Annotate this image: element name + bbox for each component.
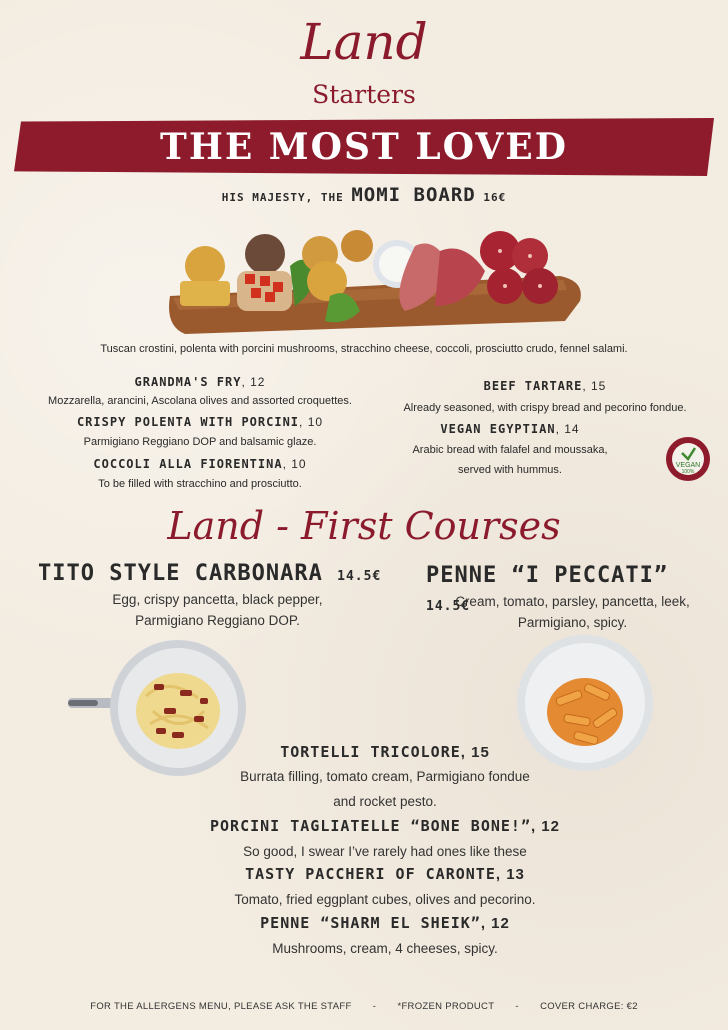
vegan-badge-percent: 100% <box>681 469 695 475</box>
section-title-first-courses: Land - First Courses <box>167 504 561 548</box>
menu-item-description: To be filled with stracchino and prosciutto. <box>98 478 302 490</box>
menu-item-description: Mozzarella, arancini, Ascolana olives and assorted croquettes. <box>48 395 352 407</box>
vegan-badge-label: VEGAN <box>675 462 701 469</box>
menu-item-name: CRISPY POLENTA WITH PORCINI, 10 <box>76 415 324 429</box>
footer-frozen: *FROZEN PRODUCT <box>397 1001 495 1012</box>
momi-board-photo <box>165 226 585 336</box>
menu-item-description: Cream, tomato, parsley, pancetta, leek, <box>455 594 690 609</box>
menu-item-name: PENNE “SHARM EL SHEIK”, 12 <box>260 914 510 932</box>
menu-item-description: Arabic bread with falafel and moussaka, <box>412 444 608 456</box>
menu-item-name: GRANDMA'S FRY, 12 <box>134 375 266 389</box>
menu-item-description: and rocket pesto. <box>333 794 437 809</box>
footer-allergens: FOR THE ALLERGENS MENU, PLEASE ASK THE STAFF <box>90 1001 352 1012</box>
menu-item-name: BEEF TARTARE, 15 <box>483 379 607 393</box>
momi-price: 16€ <box>483 191 507 204</box>
section-subtitle-starters: Starters <box>312 80 416 109</box>
menu-item-name: TITO STYLE CARBONARA 14.5€ <box>38 561 382 586</box>
menu-item-description: Already seasoned, with crispy bread and pecorino fondue. <box>403 402 687 414</box>
menu-item-name: PORCINI TAGLIATELLE “BONE BONE!”, 12 <box>209 817 560 835</box>
menu-item-description: Parmigiano, spicy. <box>517 615 628 630</box>
menu-item-name: VEGAN EGYPTIAN, 14 <box>440 422 580 436</box>
momi-prefix: HIS MAJESTY, THE <box>221 191 344 204</box>
banner-title: THE MOST LOVED <box>160 126 568 168</box>
momi-board-heading <box>0 184 728 209</box>
menu-item-description: Parmigiano Reggiano DOP. <box>135 613 300 628</box>
momi-description: Tuscan crostini, polenta with porcini mushrooms, stracchino cheese, coccoli, prosciutto crudo, fennel salami. <box>100 343 628 355</box>
vegan-badge-icon <box>665 436 711 482</box>
menu-item-name: TASTY PACCHERI OF CARONTE, 13 <box>245 865 525 883</box>
menu-item-name: PENNE “I PECCATI” 14.5€ <box>426 563 669 614</box>
menu-item-description: Parmigiano Reggiano DOP and balsamic glaze. <box>83 436 317 448</box>
footer-separator: - <box>372 1001 377 1012</box>
menu-item-name: COCCOLI ALLA FIORENTINA, 10 <box>93 457 307 471</box>
menu-item-description: Mushrooms, cream, 4 cheeses, spicy. <box>272 941 498 956</box>
footer-cover-charge: COVER CHARGE: €2 <box>540 1001 638 1012</box>
momi-name: MOMI BOARD <box>351 184 476 206</box>
footer-separator: - <box>515 1001 519 1012</box>
menu-item-description: Burrata filling, tomato cream, Parmigiano fondue <box>240 769 530 784</box>
menu-item-description: So good, I swear I’ve rarely had ones like these <box>243 844 527 859</box>
menu-item-name: TORTELLI TRICOLORE, 15 <box>280 743 490 761</box>
footer-notes <box>0 1001 728 1012</box>
menu-item-description: Egg, crispy pancetta, black pepper, <box>112 592 323 607</box>
menu-item-description: Tomato, fried eggplant cubes, olives and pecorino. <box>234 892 536 907</box>
section-title-land: Land <box>300 13 428 71</box>
menu-item-description: served with hummus. <box>458 464 562 476</box>
